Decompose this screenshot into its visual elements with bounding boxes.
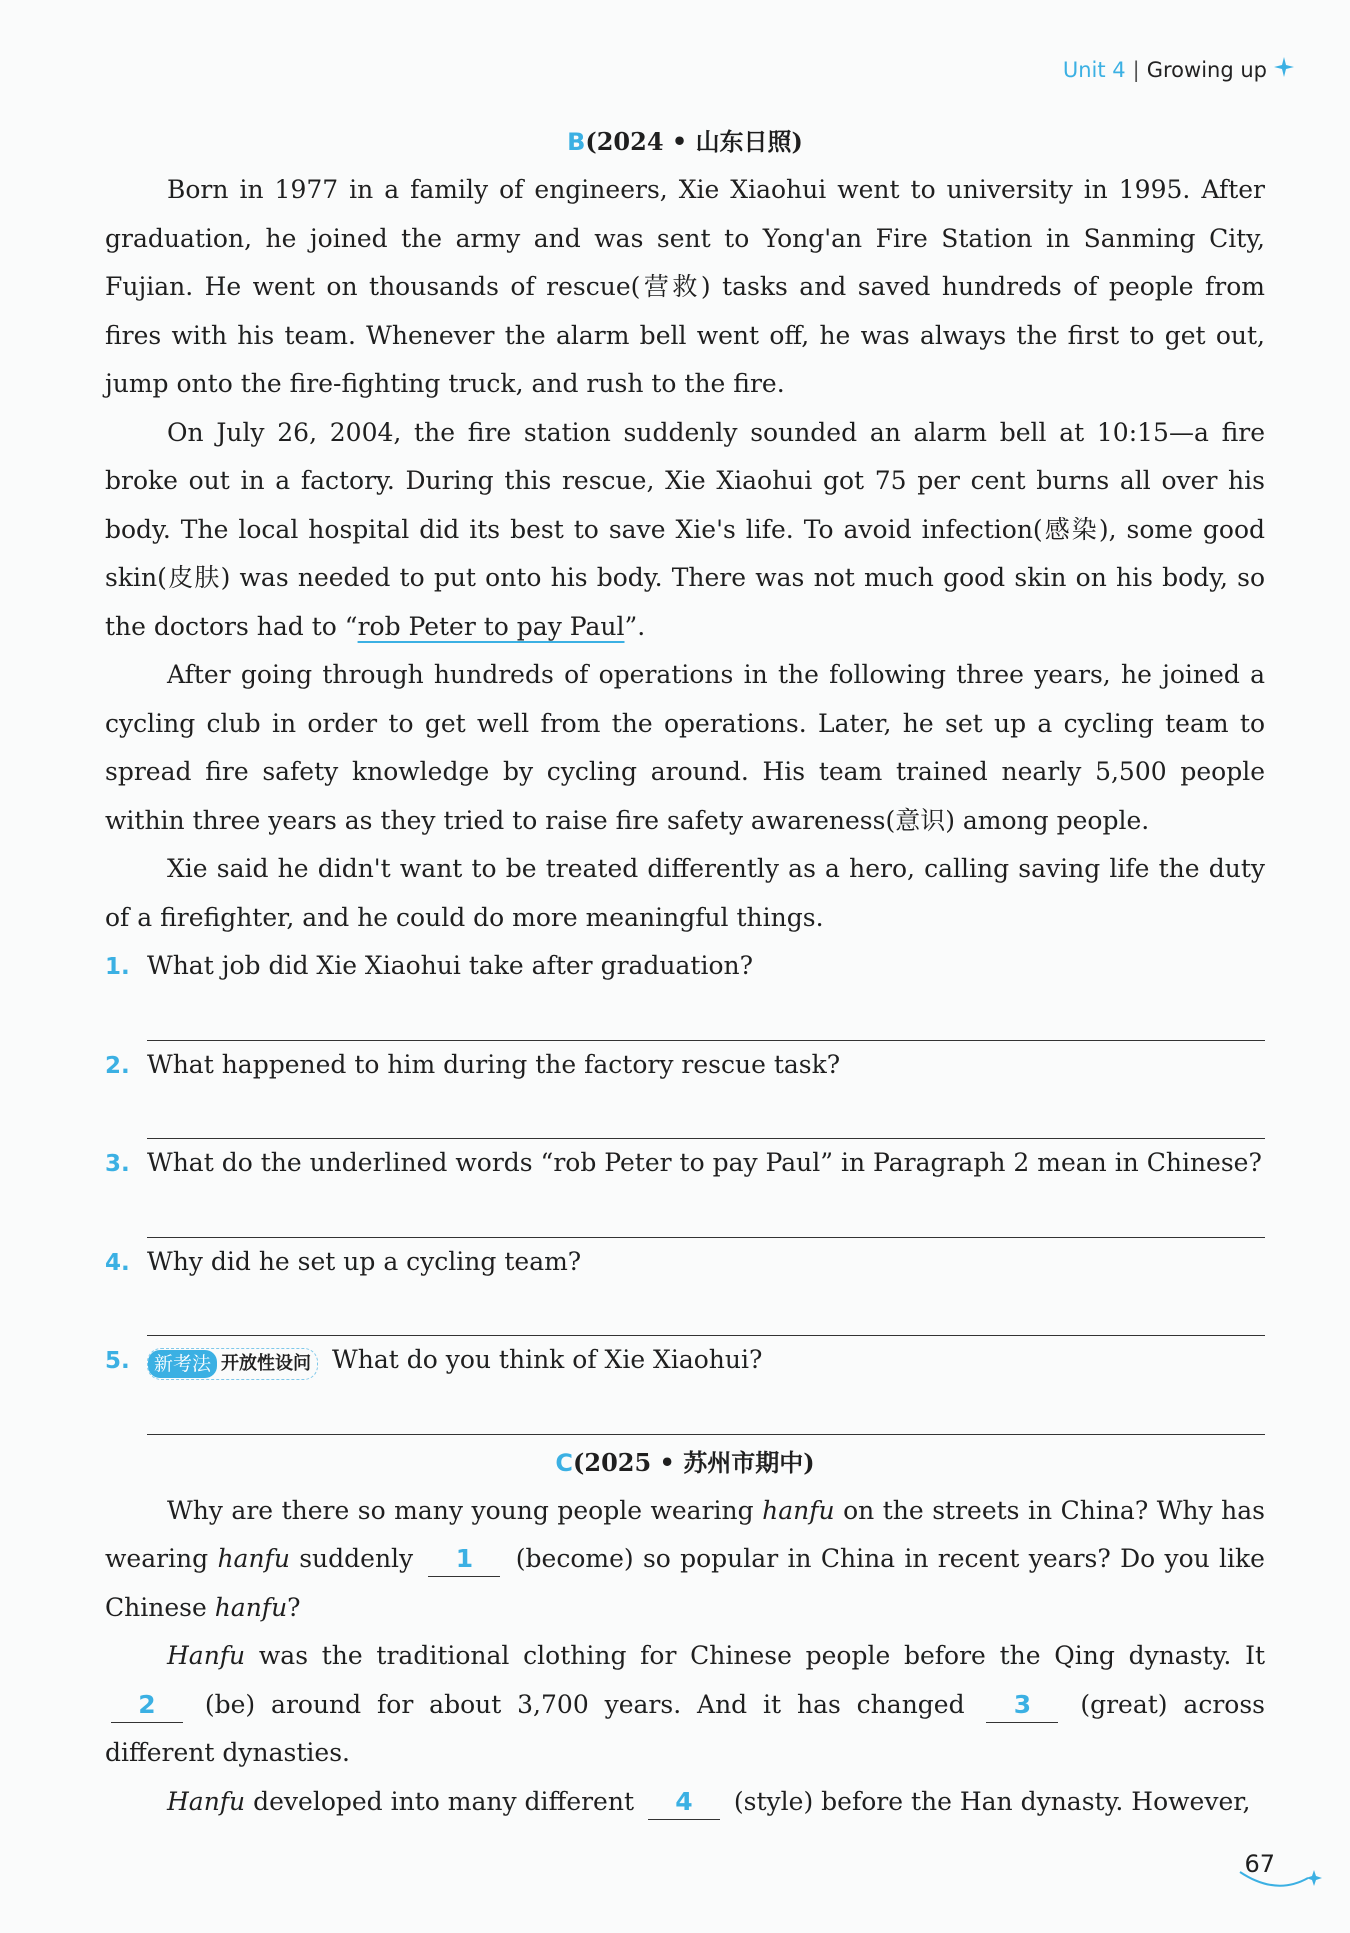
section-b-title [105,118,1265,166]
section-b-para-3: After going through hundreds of operations in the following three years, he joined a cycling club in order to get well from the operations. Later, he set up a cycling team to spread fire safety knowledge by cycling around. His team trained nearly 5,500 people within three years as they tried to raise fire safety awareness(意识) among people. [105,660,1265,835]
question-1 [105,942,1265,992]
section-c-letter: C [555,1448,574,1477]
text: (style) before the Han dynasty. However, [725,1786,1251,1816]
section-c-para-2 [105,1632,1265,1778]
header-separator: | [1132,57,1140,82]
answer-line-2[interactable] [147,1090,1265,1139]
question-number: 3. [105,1151,130,1177]
text: ? [287,1592,301,1622]
blank-2[interactable]: 2 [111,1688,183,1723]
badge-open-question: 开放性设问 [221,1353,312,1374]
page-content [105,118,1265,1826]
question-number: 2. [105,1052,130,1079]
unit-title: Growing up [1146,57,1267,82]
new-exam-badge [147,1348,318,1380]
text: developed into many different [245,1786,642,1816]
question-3 [105,1139,1265,1189]
section-c-source: (2025 • 苏州市期中) [573,1447,815,1477]
question-4 [105,1238,1265,1288]
section-c-para-3 [105,1778,1265,1827]
section-b-para-1: Born in 1977 in a family of engineers, Xie Xiaohui went to university in 1995. After graduation, he joined the army and was sent to Yong'an Fire Station in Sanming City, Fujian. He went on thousands of rescue(营救) tasks and saved hundreds of people from fires with his team. Whenever the alarm bell went off, he was always the first to get out, jump onto the fire-fighting truck, and rush to the fire. [105,175,1265,398]
question-text: Why did he set up a cycling team? [147,1246,582,1276]
section-b-letter: B [567,128,586,156]
hanfu-term: hanfu [214,1592,288,1622]
section-c-title [105,1439,1265,1487]
page-header [1063,56,1295,83]
page-number-text: 67 [1244,1850,1275,1878]
blank-3[interactable]: 3 [986,1688,1058,1723]
answer-line-1[interactable] [147,992,1265,1041]
page-arc-icon [1236,1866,1326,1900]
section-c-para-1 [105,1487,1265,1633]
question-number: 5. [105,1348,130,1374]
section-b-para-4: Xie said he didn't want to be treated differently as a hero, calling saving life the duty of a firefighter, and he could do more meaningful things. [105,854,1265,932]
section-b-source: (2024 • 山东日照) [585,127,803,156]
question-5 [105,1336,1265,1386]
question-number: 1. [105,954,130,980]
text: was the traditional clothing for Chinese people before the Qing dynasty. It [245,1641,1265,1670]
section-b-para-2 [105,409,1265,652]
underlined-phrase: rob Peter to pay Paul [357,611,625,641]
sparkle-icon [1273,56,1295,83]
hanfu-term: hanfu [762,1495,835,1525]
answer-line-3[interactable] [147,1189,1265,1238]
text: Why are there so many young people wearing [167,1495,763,1525]
hanfu-term: hanfu [217,1544,290,1573]
hanfu-term: Hanfu [167,1786,246,1816]
question-2 [105,1041,1265,1091]
answer-line-4[interactable] [147,1287,1265,1336]
question-text: What do you think of Xie Xiaohui? [332,1345,763,1374]
blank-4[interactable]: 4 [648,1785,720,1820]
text: suddenly [289,1544,423,1573]
unit-label: Unit 4 [1062,57,1126,82]
para-2-end: ”. [624,611,646,641]
blank-1[interactable]: 1 [428,1542,500,1577]
text: (become) so popular in China in recent years? Do you like Chinese [105,1544,1265,1622]
answer-line-5[interactable] [147,1386,1265,1435]
question-number: 4. [105,1249,130,1276]
question-text: What job did Xie Xiaohui take after graduation? [147,951,754,980]
question-text: What do the underlined words “rob Peter to pay Paul” in Paragraph 2 mean in Chinese? [147,1148,1262,1177]
text: (great) across different dynasties. [105,1689,1265,1767]
para-2-text: On July 26, 2004, the fire station suddenly sounded an alarm bell at 10:15—a fire broke out in a factory. During this rescue, Xie Xiaohui got 75 per cent burns all over his body. The local hospital did its best to save Xie's life. To avoid infection(感染), some good skin(皮肤) was needed to put onto his body. There was not much good skin on his body, so the doctors had to “ [105,417,1265,641]
question-text: What happened to him during the factory rescue task? [147,1049,841,1079]
text: (be) around for about 3,700 years. And it has changed [189,1689,981,1719]
text: on the streets in China? Why has wearing [105,1495,1265,1573]
badge-new-method: 新考法 [148,1350,217,1378]
page-number [1244,1850,1275,1878]
hanfu-term: Hanfu [167,1641,246,1670]
